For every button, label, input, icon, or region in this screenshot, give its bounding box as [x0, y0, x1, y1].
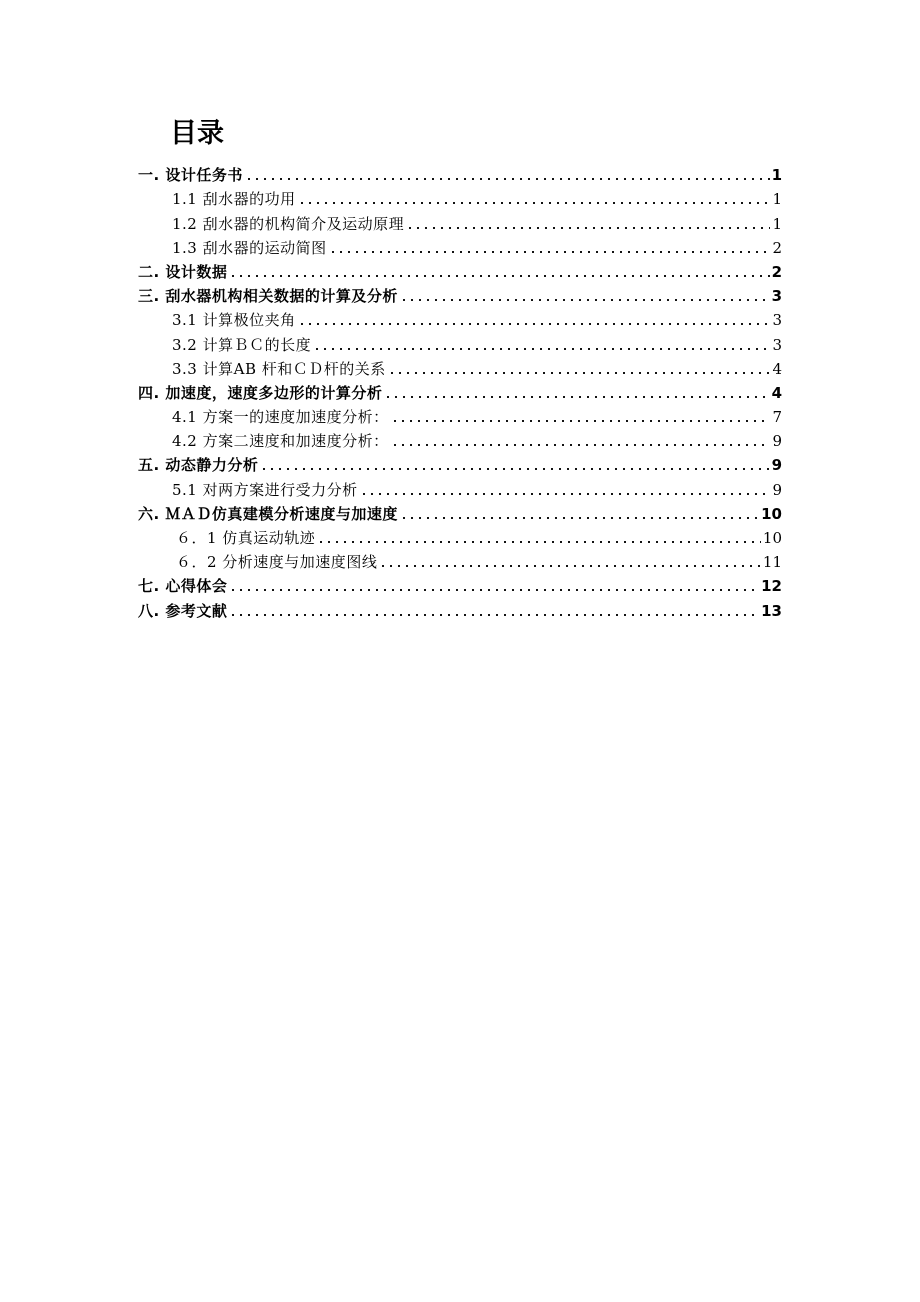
toc-entry-page: 9: [771, 456, 782, 475]
toc-entry-text: 二. 设计数据: [138, 262, 228, 281]
toc-entry-text: 1.1 刮水器的功用: [172, 190, 296, 209]
toc-entry-text: 四. 加速度，速度多边形的计算分析: [138, 383, 383, 402]
toc-list: [138, 161, 782, 621]
toc-dot-leader: [391, 419, 771, 423]
toc-entry-page: 10: [762, 529, 782, 547]
toc-dot-leader: [260, 467, 769, 471]
toc-dot-leader: [229, 588, 759, 592]
toc-dot-leader: [298, 322, 771, 326]
toc-dot-leader: [384, 395, 769, 399]
toc-entry[interactable]: [138, 596, 782, 620]
toc-dot-leader: [400, 298, 770, 302]
toc-entry-text: 4.1 方案一的速度加速度分析：: [172, 408, 389, 427]
toc-entry-text: 4.2 方案二速度和加速度分析：: [172, 432, 389, 451]
toc-entry-page: 7: [772, 408, 782, 427]
toc-entry[interactable]: [138, 209, 782, 233]
toc-entry[interactable]: [138, 306, 782, 330]
toc-entry-page: 1: [772, 190, 782, 209]
toc-entry[interactable]: [138, 379, 782, 403]
toc-entry-text: ６．2 分析速度与加速度图线: [176, 553, 378, 572]
toc-entry[interactable]: [138, 330, 782, 354]
toc-entry-page: 4: [772, 359, 782, 378]
toc-dot-leader: [229, 274, 769, 278]
toc-entry-text: 三. 刮水器机构相关数据的计算及分析: [138, 287, 398, 306]
toc-entry-page: 4: [771, 383, 782, 402]
toc-entry[interactable]: [138, 355, 782, 379]
toc-entry[interactable]: [138, 524, 782, 548]
toc-entry[interactable]: [138, 572, 782, 596]
toc-entry-page: 3: [771, 287, 782, 306]
toc-entry-page: 10: [761, 504, 782, 523]
toc-entry-page: 1: [771, 166, 782, 185]
toc-entry[interactable]: [138, 282, 782, 306]
toc-dot-leader: [360, 492, 771, 496]
toc-dot-leader: [388, 371, 771, 375]
toc-entry-text: 六. ＭＡＤ仿真建模分析速度与加速度: [138, 504, 398, 523]
toc-entry-page: 2: [771, 262, 782, 281]
toc-dot-leader: [391, 443, 771, 447]
toc-dot-leader: [317, 540, 761, 544]
toc-entry[interactable]: [138, 403, 782, 427]
toc-entry-page: 3: [772, 335, 782, 354]
toc-dot-leader: [400, 516, 759, 520]
toc-entry-text: 1.2 刮水器的机构简介及运动原理: [172, 214, 405, 233]
toc-entry[interactable]: [138, 548, 782, 572]
toc-entry[interactable]: [138, 185, 782, 209]
toc-dot-leader: [379, 564, 761, 568]
toc-dot-leader: [313, 347, 770, 351]
toc-entry-page: 1: [772, 214, 782, 233]
toc-entry-page: 2: [772, 238, 782, 257]
toc-entry-page: 13: [761, 601, 782, 620]
toc-entry-text: 3.2 计算ＢＣ的长度: [172, 335, 312, 354]
toc-entry-text: 七. 心得体会: [138, 577, 228, 596]
toc-entry-page: 3: [772, 311, 782, 330]
toc-dot-leader: [406, 226, 770, 230]
toc-entry[interactable]: [138, 234, 782, 258]
toc-dot-leader: [329, 250, 771, 254]
toc-entry[interactable]: [138, 451, 782, 475]
toc-entry-text: 一. 设计任务书: [138, 166, 243, 185]
toc-dot-leader: [229, 613, 759, 617]
toc-entry[interactable]: [138, 427, 782, 451]
toc-entry-text: 1.3 刮水器的运动简图: [172, 238, 327, 257]
toc-entry-page: 12: [761, 577, 782, 596]
toc-dot-leader: [298, 201, 771, 205]
toc-title: 目录: [170, 118, 224, 149]
toc-entry[interactable]: [138, 161, 782, 185]
toc-entry-text: ６．1 仿真运动轨迹: [176, 529, 316, 547]
toc-entry-text: 五. 动态静力分析: [138, 456, 259, 475]
toc-dot-leader: [245, 177, 770, 181]
toc-entry[interactable]: [138, 500, 782, 524]
toc-entry-text: 3.3 计算AB 杆和ＣＤ杆的关系: [172, 359, 386, 378]
toc-entry-page: 11: [762, 553, 782, 572]
toc-entry-text: 5.1 对两方案进行受力分析: [172, 480, 358, 499]
toc-entry-text: 八. 参考文献: [138, 601, 228, 620]
toc-entry[interactable]: [138, 475, 782, 499]
toc-entry[interactable]: [138, 258, 782, 282]
toc-entry-page: 9: [772, 432, 782, 451]
toc-entry-text: 3.1 计算极位夹角: [172, 311, 296, 330]
toc-entry-page: 9: [772, 480, 782, 499]
